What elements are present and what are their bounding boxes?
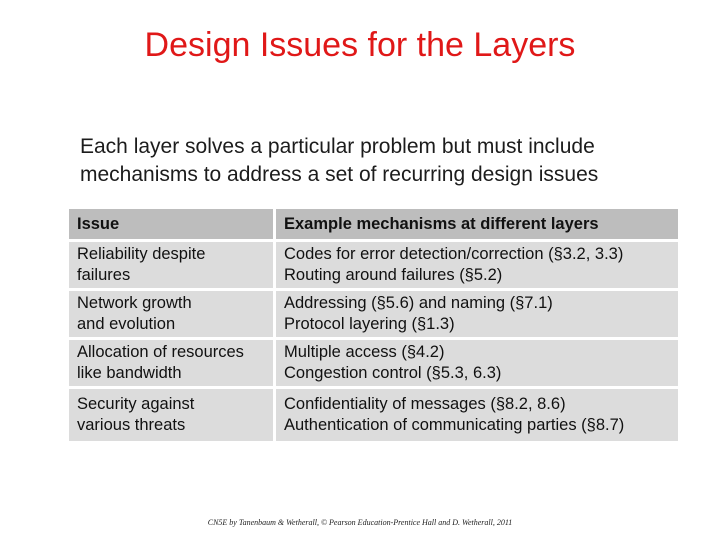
issue-cell bbox=[69, 386, 276, 441]
table-row bbox=[69, 386, 678, 441]
copyright-footer: CN5E by Tanenbaum & Wetherall, © Pearson Education-Prentice Hall and D. Wetherall, 2011 bbox=[207, 518, 513, 527]
issue-cell bbox=[69, 239, 276, 288]
header-mechanisms: Example mechanisms at different layers bbox=[276, 209, 678, 239]
intro-line: mechanisms to address a set of recurring design issues bbox=[80, 163, 599, 186]
design-issues-table bbox=[69, 209, 678, 441]
mechanism-line: Congestion control (§5.3, 6.3) bbox=[284, 364, 502, 382]
mechanism-line: Multiple access (§4.2) bbox=[284, 343, 445, 361]
issue-line: Reliability despite bbox=[77, 245, 206, 263]
table-row bbox=[69, 239, 678, 288]
issue-line: Network growth bbox=[77, 294, 192, 312]
table-header-row bbox=[69, 209, 678, 239]
mechanism-line: Codes for error detection/correction (§3.2, 3.3) bbox=[284, 245, 624, 263]
mechanisms-cell bbox=[276, 288, 678, 337]
slide-title: Design Issues for the Layers bbox=[144, 26, 576, 64]
intro-line: Each layer solves a particular problem but must include bbox=[80, 135, 595, 158]
mechanism-line: Addressing (§5.6) and naming (§7.1) bbox=[284, 294, 553, 312]
issue-cell bbox=[69, 288, 276, 337]
issue-line: Security against bbox=[77, 395, 195, 413]
mechanisms-cell bbox=[276, 239, 678, 288]
intro-text bbox=[80, 133, 700, 189]
issue-line: failures bbox=[77, 266, 131, 284]
header-issue: Issue bbox=[69, 209, 276, 239]
mechanisms-cell bbox=[276, 386, 678, 441]
mechanisms-cell bbox=[276, 337, 678, 386]
mechanism-line: Routing around failures (§5.2) bbox=[284, 266, 503, 284]
issue-cell bbox=[69, 337, 276, 386]
mechanism-line: Confidentiality of messages (§8.2, 8.6) bbox=[284, 395, 566, 413]
mechanism-line: Protocol layering (§1.3) bbox=[284, 315, 455, 333]
issue-line: and evolution bbox=[77, 315, 176, 333]
table-row bbox=[69, 288, 678, 337]
issue-line: Allocation of resources bbox=[77, 343, 244, 361]
mechanism-line: Authentication of communicating parties (§8.7) bbox=[284, 416, 625, 434]
issue-line: like bandwidth bbox=[77, 364, 182, 382]
issue-line: various threats bbox=[77, 416, 186, 434]
table-row bbox=[69, 337, 678, 386]
